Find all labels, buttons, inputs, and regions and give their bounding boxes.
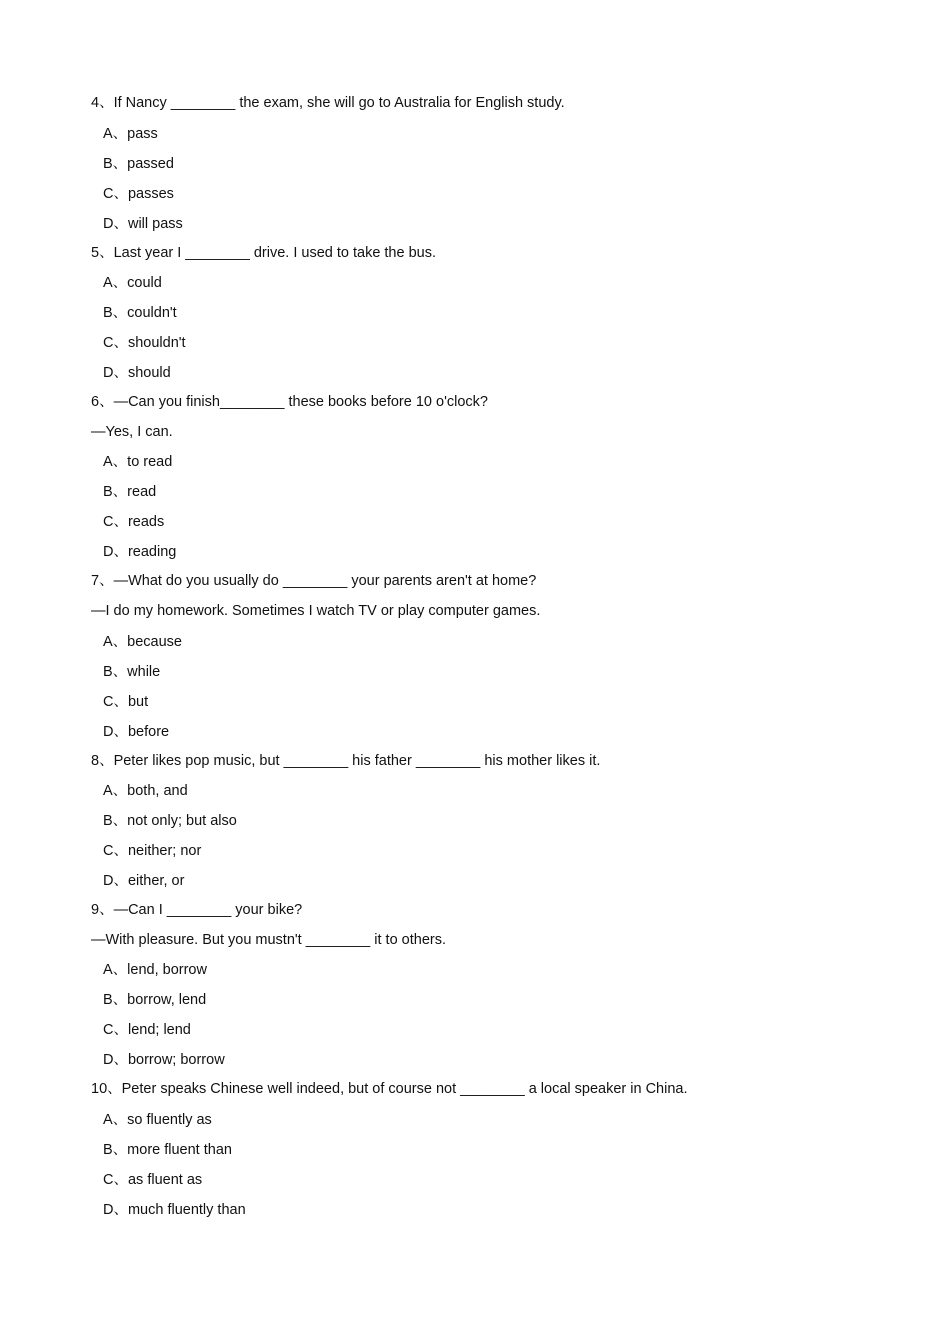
option-a: A、because [103,633,182,650]
option-d: D、will pass [103,215,183,232]
option-d: D、reading [103,544,177,561]
option-c: C、but [103,693,149,710]
option-c: C、shouldn't [103,335,186,352]
option-a: A、pass [103,125,158,142]
question-4 [91,89,891,239]
option-b: B、passed [103,155,174,172]
option-b: B、read [103,484,157,501]
question-stem-reply: —I do my homework. Sometimes I watch TV or play computer games. [91,602,541,619]
question-stem: 8、Peter likes pop music, but ________ his father ________ his mother likes it. [91,752,601,769]
question-list [91,89,891,1225]
option-b: B、while [103,663,161,680]
option-d: D、much fluently than [103,1201,246,1218]
option-c: C、lend; lend [103,1022,191,1039]
question-stem: 7、—What do you usually do ________ your parents aren't at home? [91,573,537,590]
question-9 [91,896,891,1075]
question-stem: 9、—Can I ________ your bike? [91,902,303,919]
option-d: D、borrow; borrow [103,1052,225,1069]
option-a: A、could [103,275,162,292]
question-10 [91,1075,891,1225]
question-5 [91,239,891,389]
option-a: A、both, and [103,783,188,800]
option-d: D、should [103,365,171,382]
option-b: B、more fluent than [103,1141,232,1158]
option-a: A、lend, borrow [103,962,207,979]
option-b: B、couldn't [103,305,177,322]
option-a: A、to read [103,454,173,471]
option-c: C、as fluent as [103,1171,203,1188]
question-stem: 5、Last year I ________ drive. I used to take the bus. [91,244,436,261]
question-stem: 4、If Nancy ________ the exam, she will go to Australia for English study. [91,95,565,111]
option-c: C、neither; nor [103,843,202,860]
option-c: C、reads [103,514,165,531]
option-b: B、borrow, lend [103,992,207,1009]
question-stem-reply: —With pleasure. But you mustn't ________ it to others. [91,931,446,948]
question-7 [91,567,891,746]
option-d: D、either, or [103,873,185,890]
question-stem: 6、—Can you finish________ these books before 10 o'clock? [91,394,488,411]
option-d: D、before [103,723,170,740]
question-6 [91,388,891,567]
question-stem-reply: —Yes, I can. [91,423,173,440]
option-b: B、not only; but also [103,813,237,830]
question-stem: 10、Peter speaks Chinese well indeed, but of course not ________ a local speaker in China. [91,1081,688,1098]
option-a: A、so fluently as [103,1111,212,1128]
option-c: C、passes [103,185,174,202]
question-8 [91,747,891,897]
